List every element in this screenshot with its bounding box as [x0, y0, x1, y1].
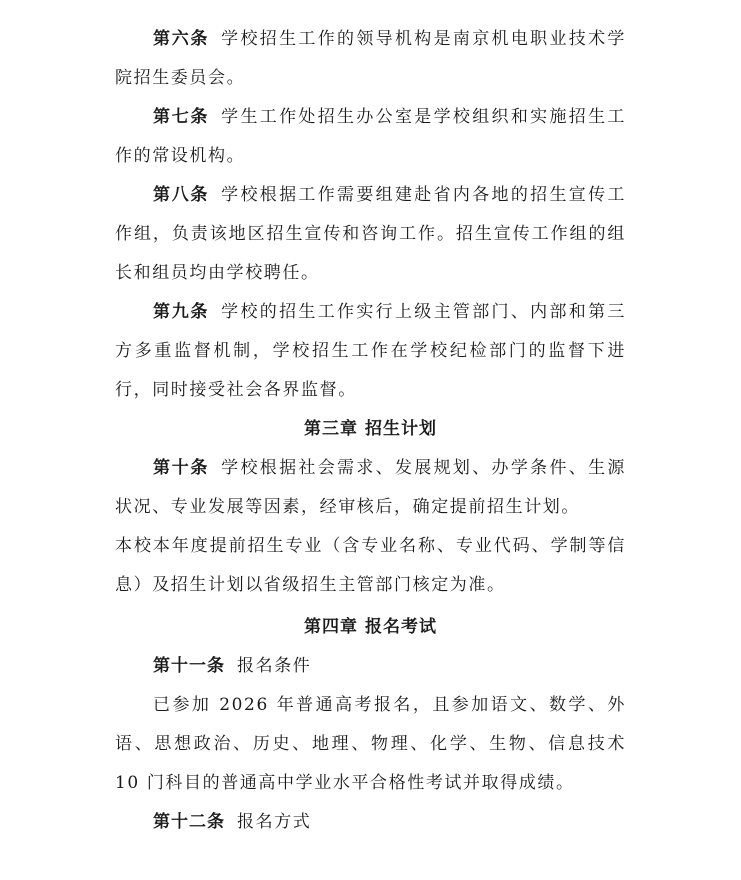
article-6 [115, 20, 626, 98]
article-11 [115, 647, 626, 686]
article-9 [115, 293, 626, 410]
article-label: 第七条 [153, 107, 210, 127]
article-text: 报名条件 [237, 656, 312, 676]
article-8 [115, 176, 626, 293]
article-10 [115, 449, 626, 527]
article-text: 学生工作处招生办公室是学校组织和实施招生工作的常设机构。 [115, 107, 626, 166]
article-label: 第十二条 [153, 812, 225, 832]
article-label: 第十一条 [153, 656, 225, 676]
article-text: 学校的招生工作实行上级主管部门、内部和第三方多重监督机制，学校招生工作在学校纪检部门的监督下进行，同时接受社会各界监督。 [115, 302, 626, 400]
article-text: 学校根据工作需要组建赴省内各地的招生宣传工作组，负责该地区招生宣传和咨询工作。招生宣传工作组的组长和组员均由学校聘任。 [115, 185, 626, 283]
article-label: 第十条 [153, 458, 210, 478]
article-7 [115, 98, 626, 176]
article-label: 第九条 [153, 302, 210, 322]
article-10-continuation: 本校本年度提前招生专业（含专业名称、专业代码、学制等信息）及招生计划以省级招生主管部门核定为准。 [115, 536, 626, 595]
article-label: 第八条 [153, 185, 210, 205]
article-text: 报名方式 [237, 812, 312, 832]
chapter-4-title: 第四章 报名考试 [304, 617, 437, 637]
article-text: 学校招生工作的领导机构是南京机电职业技术学院招生委员会。 [115, 29, 626, 88]
chapter-3-title: 第三章 招生计划 [304, 419, 437, 439]
article-label: 第六条 [153, 29, 210, 49]
article-text: 学校根据社会需求、发展规划、办学条件、生源状况、专业发展等因素，经审核后，确定提前招生计划。 [115, 458, 626, 517]
registration-conditions: 已参加 2026 年普通高考报名，且参加语文、数学、外语、思想政治、历史、地理、物理、化学、生物、信息技术 10 门科目的普通高中学业水平合格性考试并取得成绩。 [115, 695, 626, 793]
article-12 [115, 803, 626, 842]
